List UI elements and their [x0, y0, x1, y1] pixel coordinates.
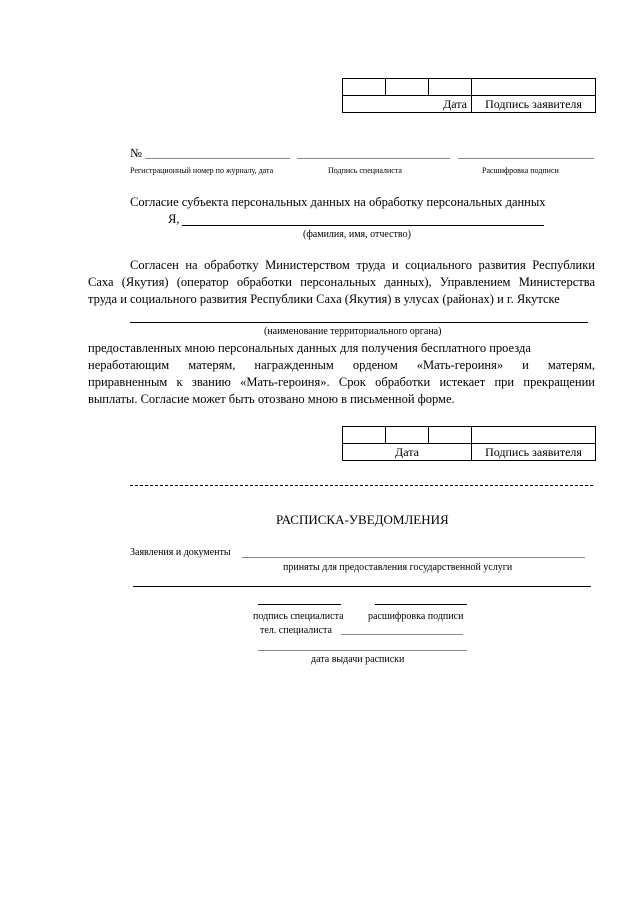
issue-date-caption: дата выдачи расписки [311, 654, 405, 665]
date-label: Дата [343, 444, 472, 461]
fio-line[interactable] [182, 225, 544, 226]
signature-cell[interactable] [472, 427, 596, 444]
para1-line2: Саха (Якутия) (оператор обработки персональных данных), Управлением Министерства [88, 275, 595, 289]
date-day-cell[interactable] [343, 427, 386, 444]
bottom-signature-table [342, 426, 596, 461]
top-signature-table [342, 78, 596, 113]
accepted-caption: приняты для предоставления государственной услуги [283, 562, 513, 573]
receipt-title: РАСПИСКА-УВЕДОМЛЕНИЯ [276, 512, 449, 527]
signature-label: Подпись заявителя [472, 96, 596, 113]
sig-decode-line[interactable] [458, 158, 594, 159]
consent-title: Согласие субъекта персональных данных на обработку персональных данных [130, 195, 546, 209]
issue-date-line[interactable] [258, 650, 467, 651]
regnum-label: Регистрационный номер по журналу, дата [130, 166, 274, 175]
docs-line[interactable] [242, 557, 585, 558]
date-day-cell[interactable] [343, 79, 386, 96]
para1-line1: Согласен на обработку Министерством труда и социального развития Республики [130, 258, 595, 272]
regnum-line[interactable] [145, 158, 290, 159]
signature-label: Подпись заявителя [472, 444, 596, 461]
date-year-cell[interactable] [429, 79, 472, 96]
fio-caption: (фамилия, имя, отчество) [303, 229, 411, 240]
territorial-line[interactable] [130, 322, 588, 323]
signature-cell[interactable] [472, 79, 596, 96]
para2-line3: приравненным к званию «Мать-героиня». Срок обработки истекает при прекращении [88, 375, 595, 389]
territorial-caption: (наименование территориального органа) [264, 326, 442, 337]
docs-label: Заявления и документы [130, 547, 231, 558]
sig-decode-caption: расшифровка подписи [368, 611, 464, 622]
i-label: Я, [168, 212, 180, 226]
receipt-full-line[interactable] [133, 586, 591, 587]
date-month-cell[interactable] [386, 79, 429, 96]
para2-line4: выплаты. Согласие может быть отозвано мною в письменной форме. [88, 392, 455, 406]
cut-line [130, 485, 593, 486]
sig-decode-line-receipt[interactable] [375, 604, 467, 605]
specialist-sig-line-receipt[interactable] [258, 604, 341, 605]
specialist-sig-caption: подпись специалиста [253, 611, 344, 622]
phone-line[interactable] [341, 634, 463, 635]
date-month-cell[interactable] [386, 427, 429, 444]
specialist-sig-label: Подпись специалиста [328, 166, 402, 175]
para2-line2: неработающим матерям, награжденным орденом «Мать-героиня» и матерям, [88, 358, 595, 372]
specialist-sig-line[interactable] [297, 158, 450, 159]
date-label: Дата [343, 96, 472, 113]
phone-label: тел. специалиста [260, 625, 332, 636]
number-sign: № [130, 146, 142, 160]
para2-line1: предоставленных мною персональных данных для получения бесплатного проезда [88, 341, 531, 355]
para1-line3: труда и социального развития Республики Саха (Якутия) в улусах (районах) и г. Якутске [88, 292, 560, 306]
sig-decode-label: Расшифровка подписи [482, 166, 559, 175]
date-year-cell[interactable] [429, 427, 472, 444]
